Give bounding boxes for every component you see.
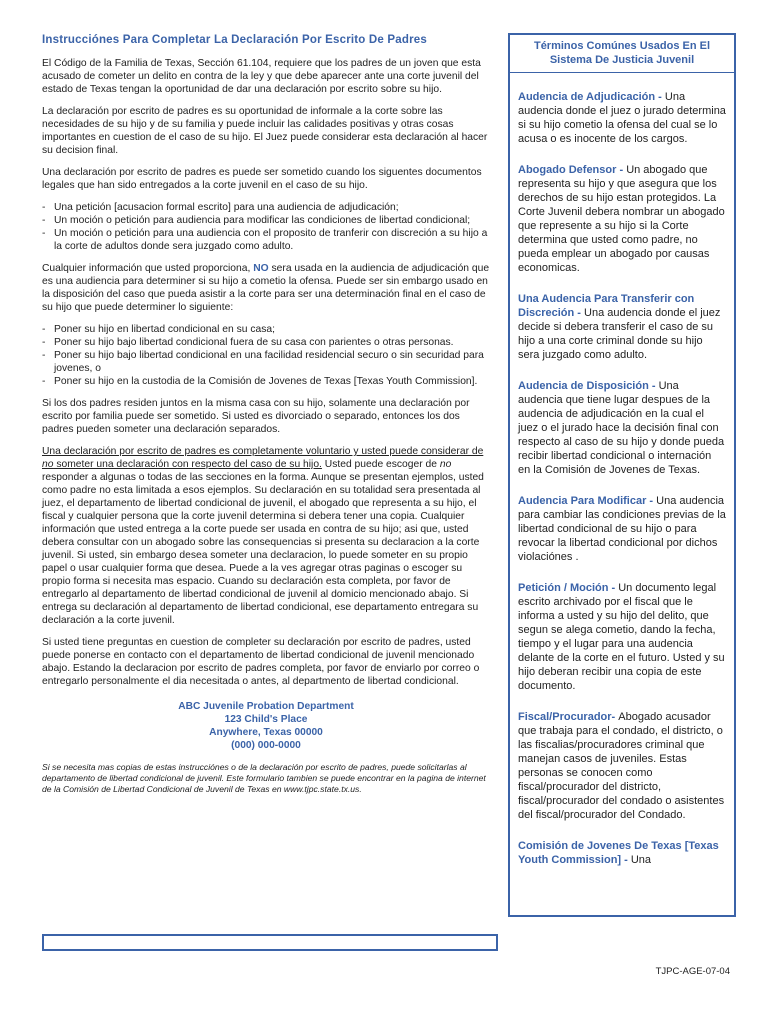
glossary-term: Abogado Defensor - Un abogado que representa su hijo y que asegura que los derechos de su hijo estan protegidos. La Corte Juvenil debera nombrar un abogado que represente a su hijo si la Corte determina que usted como padre, no pueda emplear un abogado por causas economicas. xyxy=(518,164,725,274)
glossary-term: Audencia de Disposición - Una audencia que tiene lugar despues de la audencia de adjudicación en la cual el juez o el jurado hace la decisión final con respecto al caso de su hijo y donde pueda recibir libertad condicional o internación en la Comisión de Jovenes de Texas. xyxy=(518,380,725,476)
list-item: - Una petición [acusacion formal escrito] para una audiencia de adjudicación; xyxy=(42,201,490,214)
list-item: - Un moción o petición para una audiencia con el proposito de tranferir con discreción a su hijo a la corte de adultos donde sera juzgado como adulto. xyxy=(42,227,490,253)
list-item: - Un moción o petición para audiencia para modificar las condiciones de libertad condicional; xyxy=(42,214,490,227)
glossary-term: Audencia de Adjudicación - Una audencia donde el juez o jurado determina si su hijo cometio la ofensa del cual se lo acusa o es inocente de los cargos. xyxy=(518,91,726,145)
list-item: - Poner su hijo bajo libertad condicional en una facilidad residencial securo o sin securidad para jovenes, o xyxy=(42,349,490,375)
glossary-terms xyxy=(510,73,734,867)
no-emphasis: NO xyxy=(253,263,269,274)
disposition-options-list xyxy=(42,323,490,388)
list-item: - Poner su hijo en la custodia de la Comisión de Jovenes de Texas [Texas Youth Commission]. xyxy=(42,375,490,388)
paragraph-both-parents: Si los dos padres residen juntos en la misma casa con su hijo, solamente una declaración por escrito por familia puede ser sometido. Si usted es divorciado o separado, entonces los dos padres pueden someter una declaración separados. xyxy=(42,398,470,435)
copies-note: Si se necesita mas copias de estas instrucciónes o de la declaración por escrito de padres, puede solicitarlas al departamento de libertad condicional de juvenil. Este formulario tambien se puede encontrar en la pagina de internet de la Comisión de Libertad Condicional de Juvenil de Texas en www.tjpc.state.tx.us. xyxy=(42,762,486,794)
paragraph-information-use: Cualquier información que usted proporciona, NO sera usada en la audiencia de adjudicación que es una audiencia para determiner si su hijo a cometio la ofensa. Puede ser sin embargo usado en la disposición del caso que pueda asistir a la corte para ser una determinación final en el caso de su hijo que puede determiner lo siguiente: xyxy=(42,263,490,313)
sidebar-title: Términos Comúnes Usados En El Sistema De Justicia Juvenil xyxy=(510,35,734,73)
paragraph-voluntary: Una declaración por escrito de padres es completamente voluntario y usted puede considerar de no someter una declaración con respecto del caso de su hijo. Usted puede escoger de no responder a algunas o todas de las secciones en la forma. Aunque se presentan ejemplos, usted como padre no esta limitada a esos ejemplos. Su declaración en su totalidad sera presentada al juez, el departamento de libertad condicional de juvenil, el abogado que representa a su hijo, el fiscal y cualquier persona que la corte juvenil determina si debera tener una copia. Cualquier información que usted entrega a la corte puede ser usada en contra de su hijo; asi que, usted debera consultar con un abogado sobre las consequencias si presenta su declaracion a la corte juvenil. Si usted, sin embargo desea someter una declaracion, lo puede someter en su propio papel o usar cualquier forma que desea. Puede a la ves agregar otras paginas o escoger su propio forma si necesita mas espacio. Cuando su declaración esta completa, por favor de entregarlo al departamento de libertad condicional de juvenil al domicio mencionado abajo. Si entrega su declaración al departamento de libertad condicional, ese departamento entregara su declaración a la corte juvenil. xyxy=(42,446,484,626)
glossary-term: Fiscal/Procurador- Abogado acusador que trabaja para el condado, el districto, o las fiscalias/procuradores criminal que manejan casos de juveniles. Estas personas se conocen como fiscal/procurador del districto, fiscal/procurador del condado o asistentes del fiscal/procurador del Condado. xyxy=(518,711,725,821)
address-line: 123 Child's Place xyxy=(224,714,308,725)
glossary-term: Petición / Moción - Un documento legal escrito archivado por el fiscal que le informa a usted y su hijo del delito, que segun se alega cometio, dando la fecha, tiempo y el lugar para una audencia delante de la corte en el futuro. Usted y su hijo deberan recibir una copia de este documento. xyxy=(518,582,725,692)
paragraph-when-submitted: Una declaración por escrito de padres es puede ser sometido cuando los siguentes documentos legales que han sido entregados a la corte juvenil en el caso de su hijo. xyxy=(42,167,482,191)
glossary-term: Comisión de Jovenes De Texas [Texas Youth Commission] - Una xyxy=(518,840,719,866)
probation-address xyxy=(42,700,490,752)
legal-documents-list xyxy=(42,201,490,253)
paragraph-opportunity: La declaración por escrito de padres es su oportunidad de informale a la corte sobre las necesidades de su hijo y de su familia y puede incluir las calidades positivas y otras cosas importantes en cuestion de el caso de su hijo. El Juez puede considerar esta declaración al hacer su decision final. xyxy=(42,106,488,156)
instructions-column xyxy=(42,34,490,795)
list-item: - Poner su hijo en libertad condicional en su casa; xyxy=(42,323,490,336)
list-item: - Poner su hijo bajo libertad condicional fuera de su casa con parientes o otras personas. xyxy=(42,336,490,349)
paragraph-family-code: El Código de la Familia de Texas, Sección 61.104, requiere que los padres de un joven que esta acusado de cometer un delito en contra de la ley y que debe aparecer ante una corte juvenil del estado de Texas tengan la oportunidad de dar una declaración por escrito sobre su hijo. xyxy=(42,58,481,95)
glossary-term: Audencia Para Modificar - Una audencia para cambiar las condiciones previas de la libertad condicional de su hijo o para revocar la libertad condicional por dichos violaciónes . xyxy=(518,495,726,563)
glossary-sidebar xyxy=(508,33,736,917)
page-title: Instrucciónes Para Completar La Declaración Por Escrito De Padres xyxy=(42,34,427,46)
address-line: Anywhere, Texas 00000 xyxy=(209,727,323,738)
paragraph-questions: Si usted tiene preguntas en cuestion de completer su declaración por escrito de padres, usted puede ponerse en contacto con el departamento de libertad condicional de juvenil mencionado abajo. Estando la declaracion por escrito de padres completa, por favor de enviarlo por correo o entregarlo personalmente el dia necesitada o antes, al departmento de libertad condicional. xyxy=(42,637,480,687)
address-line: ABC Juvenile Probation Department xyxy=(178,701,354,712)
form-code: TJPC-AGE-07-04 xyxy=(655,966,730,977)
bottom-border-box xyxy=(42,934,498,951)
address-phone: (000) 000-0000 xyxy=(231,740,301,751)
glossary-term: Una Audencia Para Transferir con Discreción - Una audencia donde el juez decide si debera transferir el caso de su hijo a una corte criminal donde su hijo sera juzgado como adulto. xyxy=(518,293,721,361)
